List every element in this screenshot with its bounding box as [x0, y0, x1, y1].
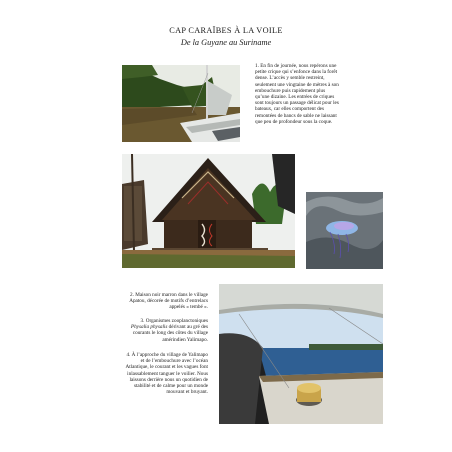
caption-4: 4. À l’approche du village de Yalimapo et de l’embouchure avec l’océan Atlantique, le courant et les vagues font inlassablement tanguer le voilier. Nous laissons derrière nous un quotidien de stabilité et de calme pour un monde mouvant et bruyant.	[125, 352, 208, 396]
caption-3-text-end: dérivant au gré des courants le long des côtes du village amérindien Yalimapo.	[132, 324, 208, 343]
photo-boat-cockpit	[219, 284, 383, 424]
page-title: CAP CARAÏBES À LA VOILE	[169, 26, 283, 35]
caption-3-text: 3. Organismes zooplanctoniques	[140, 318, 208, 324]
maroon-house-image	[122, 154, 295, 268]
photo-physalia	[306, 192, 383, 269]
caption-1: 1. En fin de journée, nous repérons une petite crique qui s’enfonce dans la forêt dense. L’accès y semble restreint, seulement une vingtaine de mètres à son embouchure puis rapidement plus qu’une dizaine. Les entrées de criques sont toujours un passage délicat pour les bateaux, car elles comportent des remontées de bancs de sable ne laissant que peu de profondeur sous la coque.	[255, 63, 339, 125]
photo-maroon-house	[122, 154, 295, 268]
page-subtitle: De la Guyane au Suriname	[180, 38, 272, 47]
caption-2: 2. Maison noir marron dans le village Apatou, décorée de motifs d’entrelacs appelés « tembé ».	[129, 292, 208, 311]
boat-cockpit-image	[219, 284, 383, 424]
caption-3	[122, 318, 208, 343]
river-sailboat-image	[122, 65, 240, 142]
caption-3-species: Physalia physalis	[130, 324, 168, 331]
photo-river-sailboat	[122, 65, 240, 142]
physalia-image	[306, 192, 383, 269]
